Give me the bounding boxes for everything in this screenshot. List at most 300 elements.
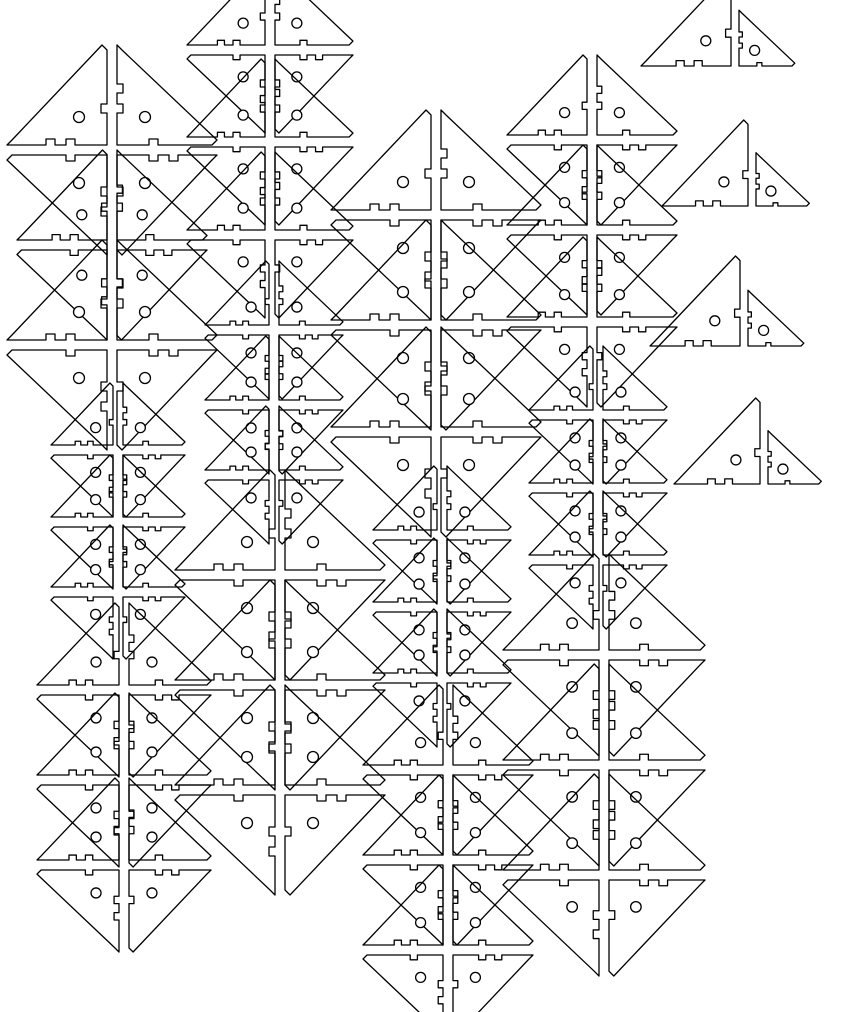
bracket-outline xyxy=(447,609,511,673)
bracket-outline xyxy=(17,150,107,240)
mounting-hole xyxy=(140,112,151,123)
mounting-hole xyxy=(778,464,788,474)
bracket-outline xyxy=(756,153,809,206)
bracket-piece xyxy=(373,540,437,604)
bracket-piece xyxy=(529,346,593,410)
mounting-hole xyxy=(631,902,642,913)
bracket-piece xyxy=(51,597,113,659)
mounting-hole xyxy=(616,387,626,397)
mounting-hole xyxy=(570,578,580,588)
mounting-hole xyxy=(701,36,711,46)
bracket-piece xyxy=(363,955,443,1012)
bracket-piece xyxy=(37,603,119,685)
bracket-outline xyxy=(275,147,353,225)
bracket-outline xyxy=(129,603,211,685)
mounting-hole xyxy=(614,344,624,354)
mounting-hole xyxy=(308,603,319,614)
mounting-hole xyxy=(77,210,87,220)
mounting-hole xyxy=(570,532,580,542)
bracket-piece xyxy=(187,0,265,45)
bracket-piece xyxy=(275,147,353,225)
bracket-outline xyxy=(503,880,599,976)
mounting-hole xyxy=(91,657,101,667)
bracket-outline xyxy=(447,612,511,676)
bracket-outline xyxy=(129,695,211,777)
bracket-outline xyxy=(175,795,275,895)
bracket-piece xyxy=(205,410,269,474)
mounting-hole xyxy=(719,177,729,187)
bracket-piece xyxy=(447,466,511,530)
mounting-hole xyxy=(91,747,101,757)
bracket-piece xyxy=(503,880,599,976)
bracket-outline xyxy=(285,685,385,785)
bracket-piece xyxy=(441,437,541,537)
mounting-hole xyxy=(570,460,580,470)
bracket-outline xyxy=(117,250,207,340)
bracket-outline xyxy=(529,419,593,483)
mounting-hole xyxy=(308,818,319,829)
mounting-hole xyxy=(77,270,87,280)
bracket-piece xyxy=(529,420,593,484)
bracket-piece xyxy=(7,45,107,145)
mounting-hole xyxy=(308,647,319,658)
bracket-piece xyxy=(597,55,677,135)
bracket-outline xyxy=(529,565,593,629)
mounting-hole xyxy=(570,387,580,397)
mounting-hole xyxy=(766,186,776,196)
bracket-piece xyxy=(175,685,275,785)
mounting-hole xyxy=(470,918,480,928)
bracket-piece xyxy=(175,470,275,570)
mounting-hole xyxy=(135,423,145,433)
bracket-outline xyxy=(279,480,343,544)
bracket-outline xyxy=(441,437,541,537)
mounting-hole xyxy=(137,210,147,220)
mounting-hole xyxy=(292,110,302,120)
mounting-hole xyxy=(567,728,578,739)
bracket-outline xyxy=(279,406,343,470)
mounting-hole xyxy=(710,316,720,326)
bracket-outline xyxy=(17,250,107,340)
mounting-hole xyxy=(616,578,626,588)
bracket-piece xyxy=(7,350,107,450)
mounting-hole xyxy=(292,377,302,387)
mounting-hole xyxy=(470,738,480,748)
bracket-piece xyxy=(285,470,385,570)
bracket-piece xyxy=(529,491,593,555)
mounting-hole xyxy=(246,377,256,387)
mounting-hole xyxy=(560,290,570,300)
bracket-piece xyxy=(447,538,511,602)
bracket-piece xyxy=(597,327,677,407)
bracket-piece xyxy=(175,795,275,895)
bracket-piece xyxy=(768,431,821,484)
bracket-piece xyxy=(331,327,431,427)
bracket-piece xyxy=(603,491,667,555)
mounting-hole xyxy=(731,455,741,465)
bracket-piece xyxy=(373,609,437,673)
bracket-piece xyxy=(279,410,343,474)
bracket-outline xyxy=(123,525,185,587)
bracket-outline xyxy=(441,110,541,210)
mounting-hole xyxy=(238,257,248,267)
mounting-hole xyxy=(147,832,157,842)
bracket-piece xyxy=(447,609,511,673)
bracket-piece xyxy=(129,785,211,867)
mounting-hole xyxy=(238,203,248,213)
bracket-outline xyxy=(447,540,511,604)
mounting-hole xyxy=(567,618,578,629)
bracket-outline xyxy=(331,110,431,210)
bracket-piece xyxy=(187,152,265,230)
mounting-hole xyxy=(147,657,157,667)
mounting-hole xyxy=(414,650,424,660)
bracket-piece xyxy=(279,480,343,544)
bracket-outline xyxy=(129,785,211,867)
mounting-hole xyxy=(631,838,642,849)
mounting-hole xyxy=(74,307,85,318)
mounting-hole xyxy=(242,752,253,763)
bracket-outline xyxy=(603,491,667,555)
mounting-hole xyxy=(567,902,578,913)
mounting-hole xyxy=(246,302,256,312)
bracket-outline xyxy=(117,350,217,450)
mounting-hole xyxy=(91,888,101,898)
mounting-hole xyxy=(140,307,151,318)
bracket-piece xyxy=(363,685,443,765)
bracket-piece xyxy=(739,10,795,66)
bracket-piece xyxy=(51,525,113,587)
mounting-hole xyxy=(464,243,475,254)
bracket-piece xyxy=(117,250,207,340)
mounting-hole xyxy=(464,460,475,471)
mounting-hole xyxy=(292,423,302,433)
mounting-hole xyxy=(140,178,151,189)
bracket-outline xyxy=(37,870,119,952)
bracket-outline xyxy=(529,420,593,484)
bracket-outline xyxy=(37,778,119,860)
bracket-piece xyxy=(603,420,667,484)
bracket-outline xyxy=(117,45,217,145)
mounting-hole xyxy=(414,507,424,517)
bracket-outline xyxy=(175,470,275,570)
bracket-piece xyxy=(129,693,211,775)
mounting-hole xyxy=(416,972,426,982)
bracket-outline xyxy=(123,383,185,445)
bracket-piece xyxy=(507,55,587,135)
bracket-piece xyxy=(275,152,353,230)
bracket-outline xyxy=(331,327,431,427)
mounting-hole xyxy=(460,650,470,660)
mounting-hole xyxy=(292,302,302,312)
bracket-outline xyxy=(187,0,265,45)
bracket-piece xyxy=(441,330,541,430)
mounting-hole xyxy=(91,495,101,505)
bracket-outline xyxy=(205,410,269,474)
mounting-hole xyxy=(74,112,85,123)
bracket-outline xyxy=(674,398,760,484)
mounting-hole xyxy=(238,18,248,28)
bracket-outline xyxy=(51,383,113,445)
bracket-piece xyxy=(331,110,431,210)
bracket-piece xyxy=(205,406,269,470)
bracket-piece xyxy=(748,290,804,346)
bracket-piece xyxy=(37,778,119,860)
mounting-hole xyxy=(631,618,642,629)
bracket-piece xyxy=(603,346,667,410)
mounting-hole xyxy=(631,728,642,739)
bracket-piece xyxy=(285,685,385,785)
bracket-outline xyxy=(275,152,353,230)
bracket-outline xyxy=(37,693,119,775)
bracket-piece xyxy=(123,525,185,587)
bracket-piece xyxy=(37,695,119,777)
bracket-piece xyxy=(117,150,207,240)
bracket-piece xyxy=(17,250,107,340)
bracket-outline xyxy=(129,693,211,775)
bracket-outline xyxy=(285,795,385,895)
bracket-outline xyxy=(363,955,443,1012)
bracket-outline xyxy=(205,480,269,544)
bracket-piece xyxy=(756,153,809,206)
bracket-outline xyxy=(205,406,269,470)
mounting-hole xyxy=(398,353,409,364)
mounting-hole xyxy=(91,467,101,477)
bracket-outline xyxy=(529,346,593,410)
bracket-piece xyxy=(279,261,343,325)
mounting-hole xyxy=(238,110,248,120)
bracket-outline xyxy=(373,612,437,676)
bracket-outline xyxy=(441,330,541,430)
bracket-outline xyxy=(123,527,185,589)
bracket-outline xyxy=(51,597,113,659)
bracket-piece xyxy=(129,695,211,777)
bracket-outline xyxy=(441,327,541,427)
bracket-piece xyxy=(603,419,667,483)
bracket-outline xyxy=(447,683,511,747)
bracket-outline xyxy=(331,330,431,430)
mounting-hole xyxy=(147,747,157,757)
mounting-hole xyxy=(242,537,253,548)
mounting-hole xyxy=(242,818,253,829)
bracket-piece xyxy=(285,795,385,895)
bracket-outline xyxy=(7,45,107,145)
mounting-hole xyxy=(464,287,475,298)
mounting-hole xyxy=(308,752,319,763)
bracket-piece xyxy=(117,350,217,450)
bracket-outline xyxy=(129,870,211,952)
bracket-piece xyxy=(279,406,343,470)
bracket-outline xyxy=(603,420,667,484)
bracket-outline xyxy=(279,410,343,474)
mounting-hole xyxy=(460,696,470,706)
bracket-outline xyxy=(187,147,265,225)
bracket-outline xyxy=(175,685,275,785)
mounting-hole xyxy=(308,713,319,724)
bracket-outline xyxy=(603,346,667,410)
bracket-outline xyxy=(37,695,119,777)
bracket-piece xyxy=(37,785,119,867)
mounting-hole xyxy=(398,287,409,298)
mounting-hole xyxy=(414,625,424,635)
mounting-hole xyxy=(246,447,256,457)
bracket-piece xyxy=(609,554,705,650)
bracket-outline xyxy=(597,55,677,135)
mounting-hole xyxy=(91,713,101,723)
bracket-piece xyxy=(275,240,353,318)
bracket-piece xyxy=(529,565,593,629)
mounting-hole xyxy=(614,198,624,208)
mounting-hole xyxy=(91,832,101,842)
bracket-outline xyxy=(447,466,511,530)
mounting-hole xyxy=(460,507,470,517)
mounting-hole xyxy=(147,803,157,813)
bracket-outline xyxy=(373,538,437,602)
bracket-piece xyxy=(37,870,119,952)
mounting-hole xyxy=(464,394,475,405)
mounting-hole xyxy=(91,609,101,619)
bracket-piece xyxy=(603,493,667,557)
bracket-outline xyxy=(37,785,119,867)
bracket-piece xyxy=(37,693,119,775)
mounting-hole xyxy=(292,493,302,503)
bracket-outline xyxy=(453,685,533,765)
mounting-hole xyxy=(398,177,409,188)
bracket-piece xyxy=(453,955,533,1012)
mounting-hole xyxy=(292,257,302,267)
bracket-pieces-layer xyxy=(7,0,821,1012)
mounting-hole xyxy=(567,838,578,849)
bracket-piece xyxy=(275,0,353,45)
mounting-hole xyxy=(135,495,145,505)
bracket-outline xyxy=(529,491,593,555)
bracket-piece xyxy=(123,527,185,589)
mounting-hole xyxy=(750,45,760,55)
mounting-hole xyxy=(91,803,101,813)
bracket-piece xyxy=(447,540,511,604)
bracket-outline xyxy=(117,150,207,240)
bracket-piece xyxy=(123,383,185,445)
mounting-hole xyxy=(91,423,101,433)
bracket-piece xyxy=(441,110,541,210)
mounting-hole xyxy=(398,460,409,471)
bracket-piece xyxy=(373,538,437,602)
bracket-piece xyxy=(187,147,265,225)
mounting-hole xyxy=(416,918,426,928)
bracket-outline xyxy=(275,0,353,45)
mounting-hole xyxy=(238,164,248,174)
bracket-outline xyxy=(51,525,113,587)
mounting-hole xyxy=(560,198,570,208)
mounting-hole xyxy=(759,325,769,335)
bracket-outline xyxy=(748,290,804,346)
bracket-piece xyxy=(117,45,217,145)
mounting-hole xyxy=(616,460,626,470)
mounting-hole xyxy=(614,290,624,300)
bracket-piece xyxy=(129,603,211,685)
bracket-outline xyxy=(603,419,667,483)
mounting-hole xyxy=(560,344,570,354)
mounting-hole xyxy=(616,433,626,443)
bracket-outline xyxy=(597,327,677,407)
bracket-outline xyxy=(51,527,113,589)
bracket-piece xyxy=(441,327,541,427)
mounting-hole xyxy=(398,394,409,405)
bracket-outline xyxy=(279,261,343,325)
bracket-outline xyxy=(373,609,437,673)
bracket-outline xyxy=(373,540,437,604)
mounting-hole xyxy=(140,373,151,384)
mounting-hole xyxy=(292,18,302,28)
mounting-hole xyxy=(147,888,157,898)
mounting-hole xyxy=(292,447,302,457)
bracket-outline xyxy=(285,470,385,570)
mounting-hole xyxy=(74,373,85,384)
mounting-hole xyxy=(308,537,319,548)
mounting-hole xyxy=(137,270,147,280)
bracket-outline xyxy=(363,685,443,765)
mounting-hole xyxy=(414,696,424,706)
bracket-outline xyxy=(187,152,265,230)
mounting-hole xyxy=(414,579,424,589)
bracket-outline xyxy=(603,493,667,557)
bracket-outline xyxy=(275,240,353,318)
bracket-outline xyxy=(507,55,587,135)
bracket-piece xyxy=(641,0,731,66)
bracket-outline xyxy=(129,778,211,860)
mounting-hole xyxy=(242,647,253,658)
bracket-piece xyxy=(17,150,107,240)
bracket-piece xyxy=(503,554,599,650)
mounting-hole xyxy=(560,108,570,118)
bracket-outline xyxy=(453,955,533,1012)
mounting-hole xyxy=(135,565,145,575)
bracket-outline xyxy=(609,880,705,976)
mounting-hole xyxy=(246,348,256,358)
bracket-outline xyxy=(7,350,107,450)
bracket-outline xyxy=(503,554,599,650)
bracket-piece xyxy=(453,685,533,765)
bracket-piece xyxy=(205,480,269,544)
mounting-hole xyxy=(292,203,302,213)
bracket-piece xyxy=(529,493,593,557)
bracket-piece xyxy=(129,870,211,952)
bracket-piece xyxy=(129,778,211,860)
mounting-hole xyxy=(464,177,475,188)
bracket-piece xyxy=(447,612,511,676)
bracket-piece xyxy=(529,419,593,483)
bracket-outline xyxy=(739,10,795,66)
bracket-piece xyxy=(447,683,511,747)
bracket-piece xyxy=(674,398,760,484)
bracket-piece xyxy=(331,330,431,430)
mounting-hole xyxy=(614,108,624,118)
bracket-piece xyxy=(51,383,113,445)
bracket-piece xyxy=(373,612,437,676)
mounting-hole xyxy=(616,532,626,542)
bracket-outline xyxy=(641,0,731,66)
bracket-outline xyxy=(447,538,511,602)
mounting-hole xyxy=(91,565,101,575)
mounting-hole xyxy=(460,579,470,589)
bracket-outline xyxy=(37,603,119,685)
bracket-outline xyxy=(609,554,705,650)
mounting-hole xyxy=(416,828,426,838)
bracket-outline xyxy=(529,493,593,557)
bracket-outline xyxy=(768,431,821,484)
bracket-piece xyxy=(51,527,113,589)
mounting-hole xyxy=(416,738,426,748)
